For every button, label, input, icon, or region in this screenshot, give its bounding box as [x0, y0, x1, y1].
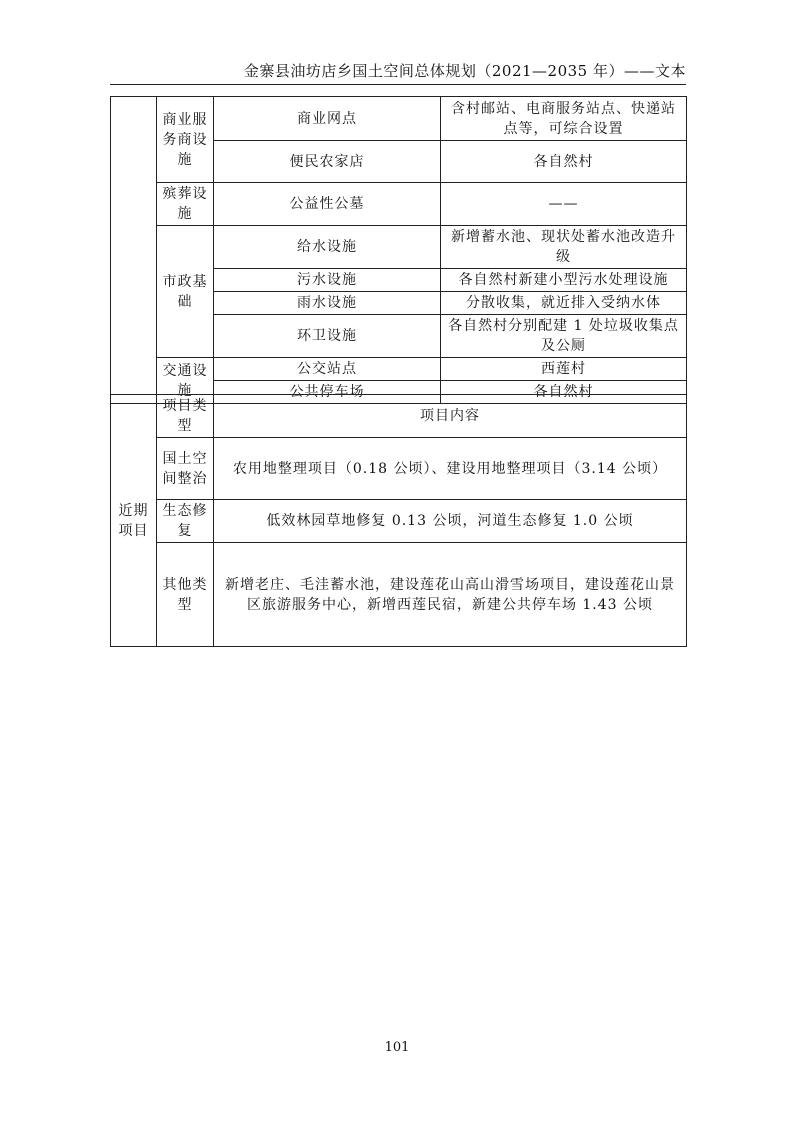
category-transport: 交通设施: [157, 358, 214, 404]
document-header: 金寨县油坊店乡国土空间总体规划（2021—2035 年）——文本: [243, 62, 686, 80]
table-row: [111, 97, 687, 141]
project-type: 国土空间整治: [157, 438, 214, 500]
facility-content: 各自然村: [441, 381, 687, 404]
category-municipal: 市政基础: [157, 226, 214, 358]
facility-name: 环卫设施: [214, 315, 441, 358]
facility-name: 雨水设施: [214, 292, 441, 315]
table-row: [111, 395, 687, 438]
table-row: [111, 500, 687, 543]
facility-name: 便民农家店: [214, 141, 441, 183]
facility-content: ——: [441, 183, 687, 226]
facility-content: 西莲村: [441, 358, 687, 381]
facility-name: 公益性公墓: [214, 183, 441, 226]
project-type: 其他类型: [157, 543, 214, 647]
facility-content: 新增蓄水池、现状处蓄水池改造升级: [441, 226, 687, 269]
facility-name: 商业网点: [214, 97, 441, 141]
facility-content: 各自然村分别配建 1 处垃圾收集点及公厕: [441, 315, 687, 358]
project-content: 低效林园草地修复 0.13 公顷，河道生态修复 1.0 公顷: [214, 500, 687, 543]
planning-table: [110, 96, 687, 404]
header-project-type: 项目类型: [157, 395, 214, 438]
page-number: 101: [384, 1040, 410, 1055]
table-row: [111, 543, 687, 647]
facility-name: 污水设施: [214, 269, 441, 292]
project-content: 农用地整理项目（0.18 公顷）、建设用地整理项目（3.14 公顷）: [214, 438, 687, 500]
header-project-content: 项目内容: [214, 395, 687, 438]
table-row: [111, 358, 687, 381]
category-funeral: 殡葬设施: [157, 183, 214, 226]
facility-content: 各自然村新建小型污水处理设施: [441, 269, 687, 292]
facility-content: 各自然村: [441, 141, 687, 183]
table-row: [111, 438, 687, 500]
category-commercial: 商业服务商设施: [157, 97, 214, 183]
project-type: 生态修复: [157, 500, 214, 543]
facility-name: 公共停车场: [214, 381, 441, 404]
header-divider: [110, 84, 686, 85]
section-near-term: 近期项目: [111, 395, 157, 647]
facility-name: 公交站点: [214, 358, 441, 381]
table-row: [111, 226, 687, 269]
near-term-projects-table: [110, 394, 687, 647]
facility-name: 给水设施: [214, 226, 441, 269]
facility-content: 分散收集，就近排入受纳水体: [441, 292, 687, 315]
table-row: [111, 183, 687, 226]
project-content: 新增老庄、毛洼蓄水池，建设莲花山高山滑雪场项目，建设莲花山景区旅游服务中心，新增西莲民宿，新建公共停车场 1.43 公顷: [214, 543, 687, 647]
facility-content: 含村邮站、电商服务站点、快递站点等，可综合设置: [441, 97, 687, 141]
section-cell-empty: [111, 97, 157, 404]
